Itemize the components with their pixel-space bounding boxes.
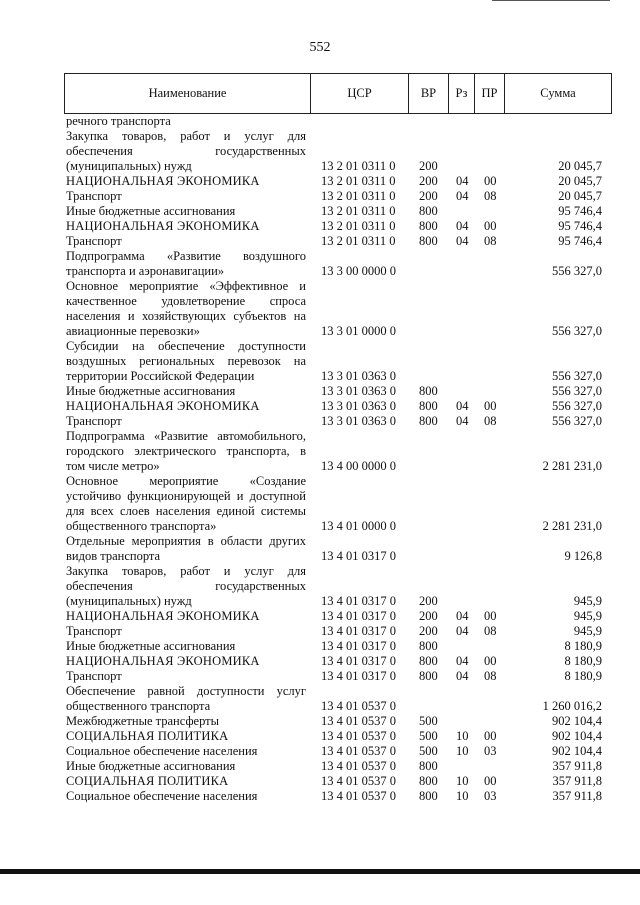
row-rz: 10 — [456, 789, 469, 803]
row-vr: 500 — [419, 729, 438, 743]
header-sum: Сумма — [505, 74, 612, 114]
table-row — [66, 189, 606, 204]
row-vr: 200 — [419, 609, 438, 623]
row-pr: 00 — [484, 399, 497, 413]
table-row — [66, 474, 606, 534]
row-rz: 10 — [456, 744, 469, 758]
row-rz: 04 — [456, 399, 469, 413]
row-vr: 800 — [419, 384, 438, 398]
row-csr: 13 3 01 0363 0 — [321, 399, 396, 413]
row-sum: 8 180,9 — [564, 639, 602, 653]
row-name: НАЦИОНАЛЬНАЯ ЭКОНОМИКА — [66, 609, 260, 623]
row-vr: 800 — [419, 234, 438, 248]
row-name: Социальное обеспечение населения — [66, 789, 258, 803]
row-csr: 13 3 00 0000 0 — [321, 264, 396, 278]
row-rz: 04 — [456, 174, 469, 188]
table-row — [66, 744, 606, 759]
row-vr: 800 — [419, 759, 438, 773]
row-name: Транспорт — [66, 234, 122, 248]
row-csr: 13 2 01 0311 0 — [321, 234, 396, 248]
row-sum: 20 045,7 — [558, 174, 602, 188]
table-row — [66, 234, 606, 249]
row-pr: 08 — [484, 414, 497, 428]
row-vr: 800 — [419, 204, 438, 218]
row-sum: 945,9 — [573, 624, 602, 638]
row-vr: 800 — [419, 654, 438, 668]
row-pr: 00 — [484, 609, 497, 623]
row-sum: 902 104,4 — [552, 744, 602, 758]
row-sum: 902 104,4 — [552, 729, 602, 743]
row-sum: 945,9 — [573, 609, 602, 623]
row-csr: 13 4 01 0317 0 — [321, 669, 396, 683]
row-name: Межбюджетные трансферты — [66, 714, 220, 728]
row-name: НАЦИОНАЛЬНАЯ ЭКОНОМИКА — [66, 654, 260, 668]
row-csr: 13 4 01 0317 0 — [321, 639, 396, 653]
row-csr: 13 2 01 0311 0 — [321, 204, 396, 218]
row-csr: 13 3 01 0363 0 — [321, 414, 396, 428]
header-name: Наименование — [65, 74, 311, 114]
row-vr: 500 — [419, 744, 438, 758]
row-name: Закупка товаров, работ и услуг для обеспечения государственных (муниципальных) нужд — [66, 129, 306, 173]
table-row — [66, 399, 606, 414]
table-row — [66, 654, 606, 669]
row-name: Иные бюджетные ассигнования — [66, 639, 236, 653]
row-csr: 13 4 01 0537 0 — [321, 789, 396, 803]
table-row — [66, 759, 606, 774]
row-vr: 800 — [419, 789, 438, 803]
row-sum: 357 911,8 — [552, 759, 602, 773]
row-pr: 03 — [484, 789, 497, 803]
row-rz: 04 — [456, 669, 469, 683]
row-vr: 800 — [419, 414, 438, 428]
table-row — [66, 219, 606, 234]
bottom-bar — [0, 869, 640, 874]
table-row — [66, 624, 606, 639]
row-csr: 13 4 01 0000 0 — [321, 519, 396, 533]
row-csr: 13 3 01 0363 0 — [321, 384, 396, 398]
row-sum: 95 746,4 — [558, 204, 602, 218]
table-row — [66, 564, 606, 609]
row-vr: 200 — [419, 189, 438, 203]
row-rz: 04 — [456, 654, 469, 668]
row-name: Транспорт — [66, 414, 122, 428]
row-vr: 800 — [419, 639, 438, 653]
table-header — [64, 73, 612, 114]
row-sum: 556 327,0 — [552, 369, 602, 383]
row-sum: 945,9 — [573, 594, 602, 608]
row-name: Транспорт — [66, 624, 122, 638]
row-csr: 13 2 01 0311 0 — [321, 174, 396, 188]
row-csr: 13 2 01 0311 0 — [321, 159, 396, 173]
row-sum: 8 180,9 — [564, 654, 602, 668]
table-row — [66, 204, 606, 219]
row-name: Закупка товаров, работ и услуг для обеспечения государственных (муниципальных) нужд — [66, 564, 306, 608]
row-sum: 9 126,8 — [564, 549, 602, 563]
row-rz: 04 — [456, 624, 469, 638]
row-csr: 13 4 01 0317 0 — [321, 654, 396, 668]
row-rz: 10 — [456, 774, 469, 788]
header-pr: ПР — [475, 74, 505, 114]
table-row — [66, 669, 606, 684]
row-pr: 08 — [484, 189, 497, 203]
row-sum: 556 327,0 — [552, 324, 602, 338]
row-rz: 04 — [456, 189, 469, 203]
row-name: Иные бюджетные ассигнования — [66, 204, 236, 218]
row-pr: 00 — [484, 174, 497, 188]
table-row — [66, 534, 606, 564]
row-sum: 95 746,4 — [558, 219, 602, 233]
table-row — [66, 429, 606, 474]
row-sum: 20 045,7 — [558, 159, 602, 173]
row-csr: 13 4 00 0000 0 — [321, 459, 396, 473]
row-sum: 8 180,9 — [564, 669, 602, 683]
row-csr: 13 3 01 0000 0 — [321, 324, 396, 338]
row-name: Основное мероприятие «Создание устойчиво функционирующей и доступной для всех слоев населения единой системы общественного транспорта» — [66, 474, 306, 533]
table-row — [66, 639, 606, 654]
row-csr: 13 4 01 0537 0 — [321, 774, 396, 788]
row-csr: 13 4 01 0317 0 — [321, 549, 396, 563]
row-name: Транспорт — [66, 669, 122, 683]
row-name: Подпрограмма «Развитие воздушного транспорта и аэронавигации» — [66, 249, 306, 278]
row-name: речного транспорта — [66, 114, 171, 128]
row-sum: 357 911,8 — [552, 774, 602, 788]
row-name: НАЦИОНАЛЬНАЯ ЭКОНОМИКА — [66, 219, 260, 233]
row-name: Подпрограмма «Развитие автомобильного, городского электрического транспорта, в том числе метро» — [66, 429, 306, 473]
row-name: СОЦИАЛЬНАЯ ПОЛИТИКА — [66, 774, 229, 788]
row-vr: 200 — [419, 594, 438, 608]
row-vr: 500 — [419, 714, 438, 728]
row-pr: 00 — [484, 774, 497, 788]
table-row — [66, 129, 606, 174]
top-rule — [492, 0, 610, 1]
row-vr: 800 — [419, 774, 438, 788]
row-sum: 2 281 231,0 — [542, 519, 602, 533]
table-row — [66, 339, 606, 384]
row-sum: 357 911,8 — [552, 789, 602, 803]
row-csr: 13 4 01 0317 0 — [321, 609, 396, 623]
row-csr: 13 4 01 0537 0 — [321, 699, 396, 713]
row-vr: 800 — [419, 669, 438, 683]
row-sum: 556 327,0 — [552, 264, 602, 278]
row-name: СОЦИАЛЬНАЯ ПОЛИТИКА — [66, 729, 229, 743]
row-vr: 200 — [419, 174, 438, 188]
table-body — [66, 114, 606, 804]
row-sum: 95 746,4 — [558, 234, 602, 248]
header-vr: ВР — [409, 74, 449, 114]
row-name: Иные бюджетные ассигнования — [66, 384, 236, 398]
row-csr: 13 4 01 0537 0 — [321, 729, 396, 743]
row-name: Субсидии на обеспечение доступности воздушных региональных перевозок на территории Российской Федерации — [66, 339, 306, 383]
row-csr: 13 3 01 0363 0 — [321, 369, 396, 383]
row-pr: 00 — [484, 219, 497, 233]
row-name: Обеспечение равной доступности услуг общественного транспорта — [66, 684, 306, 713]
row-pr: 08 — [484, 624, 497, 638]
row-csr: 13 2 01 0311 0 — [321, 189, 396, 203]
table-row — [66, 609, 606, 624]
row-pr: 08 — [484, 669, 497, 683]
row-csr: 13 4 01 0317 0 — [321, 594, 396, 608]
row-sum: 20 045,7 — [558, 189, 602, 203]
row-name: НАЦИОНАЛЬНАЯ ЭКОНОМИКА — [66, 399, 260, 413]
row-pr: 00 — [484, 654, 497, 668]
row-sum: 556 327,0 — [552, 384, 602, 398]
table-row — [66, 249, 606, 279]
row-rz: 04 — [456, 219, 469, 233]
row-sum: 902 104,4 — [552, 714, 602, 728]
row-name: НАЦИОНАЛЬНАЯ ЭКОНОМИКА — [66, 174, 260, 188]
table-row — [66, 384, 606, 399]
table-row — [66, 774, 606, 789]
table-row — [66, 279, 606, 339]
row-rz: 04 — [456, 609, 469, 623]
table-row — [66, 789, 606, 804]
row-csr: 13 2 01 0311 0 — [321, 219, 396, 233]
row-name: Основное мероприятие «Эффективное и качественное удовлетворение спроса населения и хозяйствующих субъектов на авиационные перевозки» — [66, 279, 306, 338]
row-pr: 03 — [484, 744, 497, 758]
row-pr: 00 — [484, 729, 497, 743]
header-rz: Рз — [449, 74, 475, 114]
row-csr: 13 4 01 0537 0 — [321, 714, 396, 728]
row-vr: 200 — [419, 624, 438, 638]
row-sum: 1 260 016,2 — [542, 699, 602, 713]
row-csr: 13 4 01 0537 0 — [321, 744, 396, 758]
row-sum: 556 327,0 — [552, 399, 602, 413]
table-row — [66, 684, 606, 714]
row-rz: 04 — [456, 234, 469, 248]
row-sum: 2 281 231,0 — [542, 459, 602, 473]
table-row — [66, 414, 606, 429]
row-vr: 200 — [419, 159, 438, 173]
page-number: 552 — [309, 40, 331, 55]
row-name: Иные бюджетные ассигнования — [66, 759, 236, 773]
row-csr: 13 4 01 0537 0 — [321, 759, 396, 773]
row-name: Отдельные мероприятия в области других видов транспорта — [66, 534, 306, 563]
table-row — [66, 714, 606, 729]
table-row — [66, 114, 606, 129]
row-name: Социальное обеспечение населения — [66, 744, 258, 758]
row-rz: 04 — [456, 414, 469, 428]
row-name: Транспорт — [66, 189, 122, 203]
header-csr: ЦСР — [311, 74, 409, 114]
row-vr: 800 — [419, 399, 438, 413]
row-rz: 10 — [456, 729, 469, 743]
table-row — [66, 729, 606, 744]
row-sum: 556 327,0 — [552, 414, 602, 428]
row-csr: 13 4 01 0317 0 — [321, 624, 396, 638]
row-vr: 800 — [419, 219, 438, 233]
table-row — [66, 174, 606, 189]
row-pr: 08 — [484, 234, 497, 248]
